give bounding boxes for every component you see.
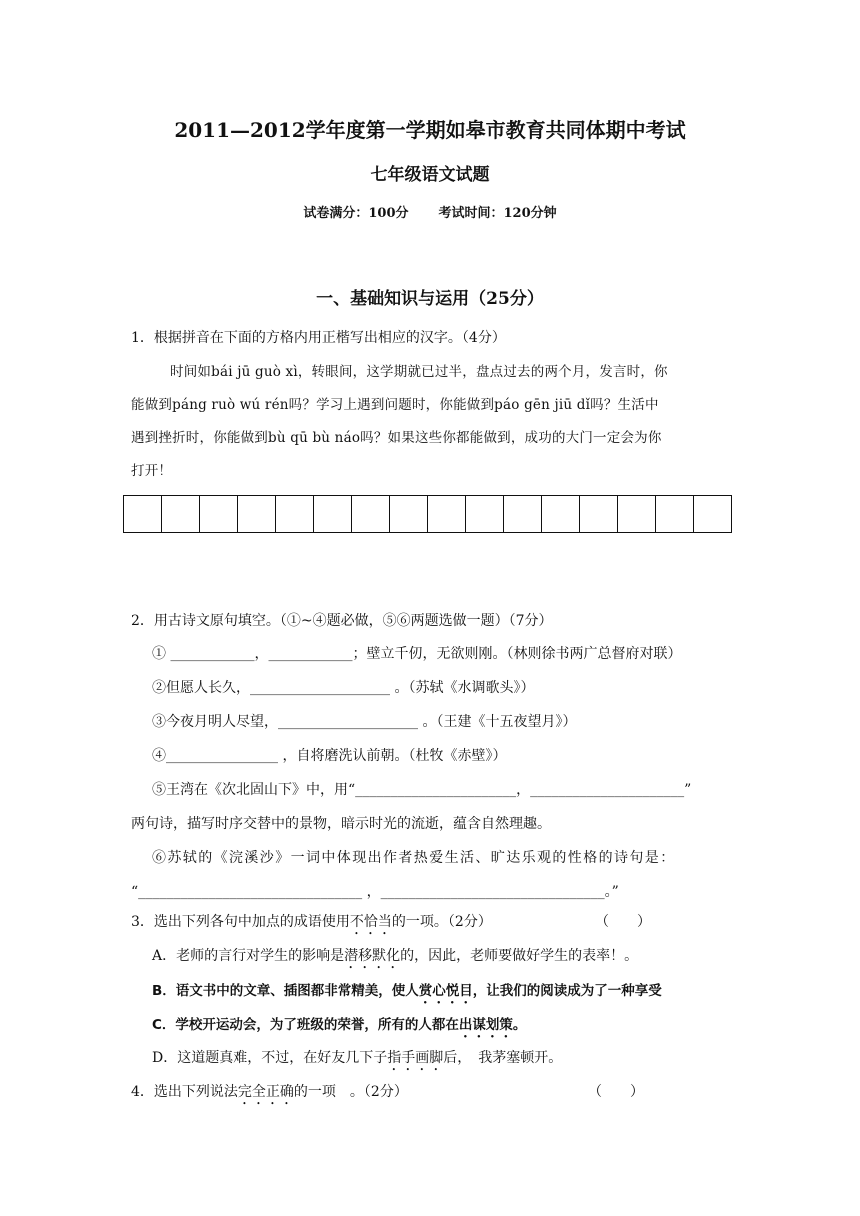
answer-cell[interactable]: [314, 495, 352, 533]
answer-cell[interactable]: [352, 495, 390, 533]
q1-passage-line: 遇到挫折时，你能做到bù qū bù náo吗？如果这些你都能做到，成功的大门一定会为你: [131, 430, 662, 446]
q3-option-a: [152, 945, 638, 972]
q3-option-b: [152, 979, 662, 1007]
q3-prompt: [131, 911, 492, 938]
answer-cell[interactable]: [542, 495, 580, 533]
section-title: 一、基础知识与运用（25分）: [316, 289, 544, 309]
answer-cell[interactable]: [390, 495, 428, 533]
q3-answer-paren[interactable]: （ ）: [595, 914, 651, 930]
q1-prompt: 1．根据拼音在下面的方格内用正楷写出相应的汉字。（4分）: [131, 330, 506, 346]
q4-emphasis: 完全正确: [237, 1084, 294, 1100]
q2-line: ②但愿人长久，____________________ 。（苏轼《水调歌头》）: [152, 680, 535, 696]
option-emphasis: 指手画脚: [387, 1050, 444, 1066]
answer-cell[interactable]: [504, 495, 542, 533]
option-text: C．学校开运动会，为了班级的荣誉，所有的人都在: [152, 1017, 459, 1033]
answer-cell[interactable]: [162, 495, 200, 533]
full-score: 试卷满分：100分: [303, 206, 409, 221]
answer-cell[interactable]: [618, 495, 656, 533]
option-text: 的，因此，老师要做好学生的表率！。: [400, 948, 639, 964]
q3-prompt-text: 3．选出下列各句中加点的成语使用: [131, 914, 350, 930]
exam-subtitle: 七年级语文试题: [370, 165, 490, 185]
q3-option-d: [152, 1047, 562, 1074]
answer-cell[interactable]: [238, 495, 276, 533]
q1-passage-line: 能做到páng ruò wú rén吗？学习上遇到问题时，你能做到páo gēn jiū dǐ吗？生活中: [131, 397, 659, 413]
answer-cell[interactable]: [466, 495, 504, 533]
option-text: 。: [512, 1017, 527, 1033]
q2-line: ⑤王湾在《次北固山下》中，用“_______________________，______________________”: [152, 782, 692, 798]
option-text: B．语文书中的文章、插图都非常精美，使人: [152, 983, 419, 999]
q4-prompt-text: 的一项 。（2分）: [293, 1084, 408, 1100]
q2-line: ⑥苏轼的《浣溪沙》一词中体现出作者热爱生活、旷达乐观的性格的诗句是：: [152, 850, 676, 866]
q1-passage-line: 打开！: [131, 463, 173, 479]
option-text: D．这道题真难，不过，在好友几下子: [152, 1050, 388, 1066]
q4-prompt-text: 4．选出下列说法: [131, 1084, 238, 1100]
exam-time: 考试时间：120分钟: [438, 206, 557, 221]
answer-cell[interactable]: [276, 495, 314, 533]
answer-cell[interactable]: [580, 495, 618, 533]
q3-option-c: [152, 1013, 526, 1041]
q1-passage-line: 时间如bái jū guò xì，转眼间，这学期就已过半，盘点过去的两个月，发言时，你: [170, 364, 668, 380]
q2-prompt: 2．用古诗文原句填空。（①~④题必做，⑤⑥两题选做一题）（7分）: [131, 613, 553, 629]
answer-grid: [123, 495, 732, 533]
q2-line: “________________________________ ，________________________________。”: [131, 884, 619, 900]
option-emphasis: 出谋划策: [458, 1017, 513, 1033]
answer-cell[interactable]: [656, 495, 694, 533]
exam-meta: [0, 202, 860, 221]
q4-prompt: [131, 1081, 408, 1108]
option-emphasis: 潜移默化: [344, 948, 401, 964]
exam-title: 2011—2012学年度第一学期如皋市教育共同体期中考试: [174, 118, 686, 142]
answer-cell[interactable]: [694, 495, 732, 533]
answer-cell[interactable]: [428, 495, 466, 533]
q3-emphasis: 不恰当: [349, 914, 392, 930]
answer-cell[interactable]: [124, 495, 162, 533]
option-text: 后， 我茅塞顿开。: [443, 1050, 563, 1066]
q2-line: ① ____________，____________；壁立千仞，无欲则刚。（林则徐书两广总督府对联）: [152, 646, 682, 662]
q3-prompt-text: 的一项。（2分）: [391, 914, 492, 930]
option-text: ，让我们的阅读成为了一种享受: [472, 983, 662, 999]
q2-line: 两句诗，描写时序交替中的景物，暗示时光的流逝，蕴含自然理趣。: [131, 816, 551, 832]
q2-line: ③今夜月明人尽望，____________________ 。（王建《十五夜望月》）: [152, 714, 577, 730]
q2-line: ④________________ ，自将磨洗认前朝。（杜牧《赤壁》）: [152, 748, 507, 764]
option-emphasis: 赏心悦目: [418, 983, 473, 999]
option-text: A．老师的言行对学生的影响是: [152, 948, 345, 964]
answer-cell[interactable]: [200, 495, 238, 533]
q4-answer-paren[interactable]: （ ）: [588, 1084, 644, 1100]
